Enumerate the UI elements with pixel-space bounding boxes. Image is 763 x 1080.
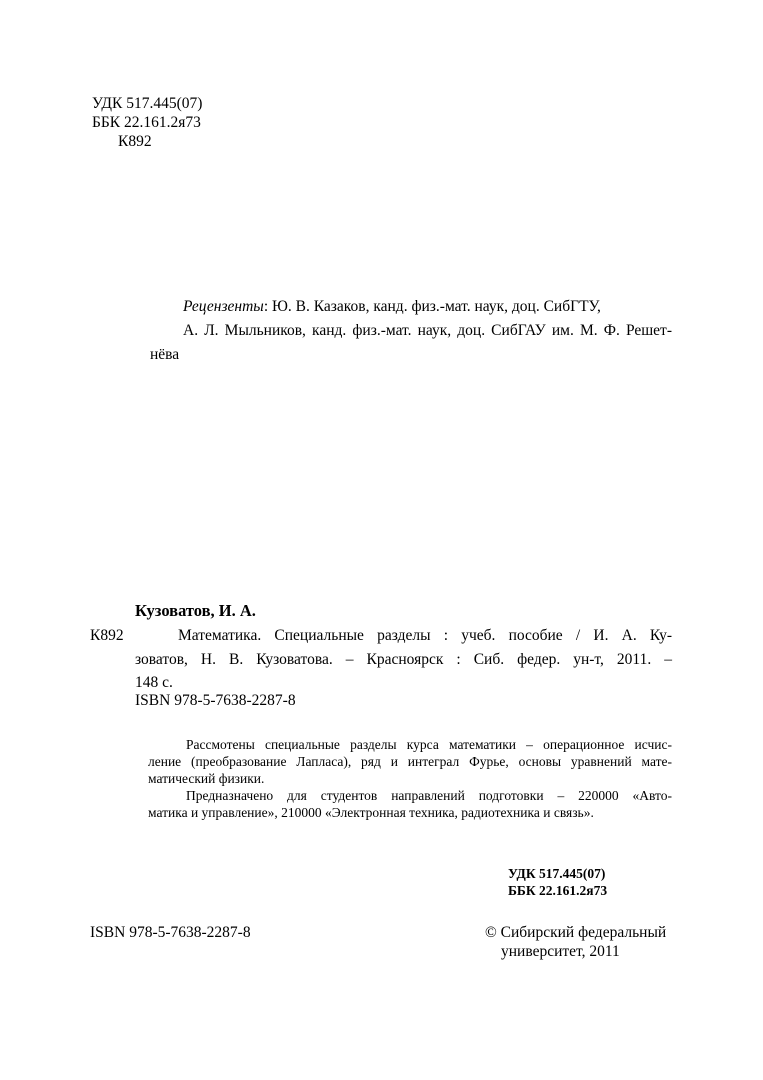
- abstract-p1-line-2: ление (преобразование Лапласа), ряд и интеграл Фурье, основы уравнений мате-: [148, 754, 672, 769]
- abstract-p1-line-1: Рассмотены специальные разделы курса математики – операционное исчис-: [186, 737, 672, 752]
- reviewers-label: Рецензенты: [183, 298, 264, 315]
- bibliographic-title-line-1: Математика. Специальные разделы : учеб. пособие / И. А. Ку-: [178, 627, 672, 644]
- bibliographic-title-line-2: зоватов, Н. В. Кузоватова. – Красноярск : Сиб. федер. ун-т, 2011. –: [135, 651, 672, 668]
- author-heading: Кузоватов, И. А.: [135, 601, 256, 620]
- isbn-biblio: ISBN 978-5-7638-2287-8: [135, 692, 296, 709]
- reviewer-1: : Ю. В. Казаков, канд. физ.-мат. наук, доц. СибГТУ,: [263, 298, 601, 315]
- copyright-line-2: университет, 2011: [501, 943, 620, 960]
- reviewer-2: А. Л. Мыльников, канд. физ.-мат. наук, доц. СибГАУ им. М. Ф. Решет-: [183, 322, 672, 339]
- abstract-p2-line-1: Предназначено для студентов направлений подготовки – 220000 «Авто-: [186, 788, 672, 803]
- bbk-code-bottom: ББК 22.161.2я73: [508, 883, 608, 898]
- author-mark-top: К892: [118, 133, 152, 150]
- isbn-footer: ISBN 978-5-7638-2287-8: [90, 924, 251, 941]
- bibliographic-pages: 148 с.: [135, 674, 173, 691]
- bbk-code-top: ББК 22.161.2я73: [92, 114, 201, 131]
- copyright-line-1: © Сибирский федеральный: [485, 924, 667, 941]
- author-mark: К892: [90, 627, 124, 644]
- abstract-p2-line-2: матика и управление», 210000 «Электронная техника, радиотехника и связь».: [148, 805, 594, 820]
- reviewer-2-continuation: нёва: [150, 346, 180, 363]
- udk-code-bottom: УДК 517.445(07): [508, 866, 606, 881]
- abstract-p1-line-3: матический физики.: [148, 771, 265, 786]
- udk-code-top: УДК 517.445(07): [92, 95, 203, 112]
- reviewers-line-1: [183, 297, 601, 316]
